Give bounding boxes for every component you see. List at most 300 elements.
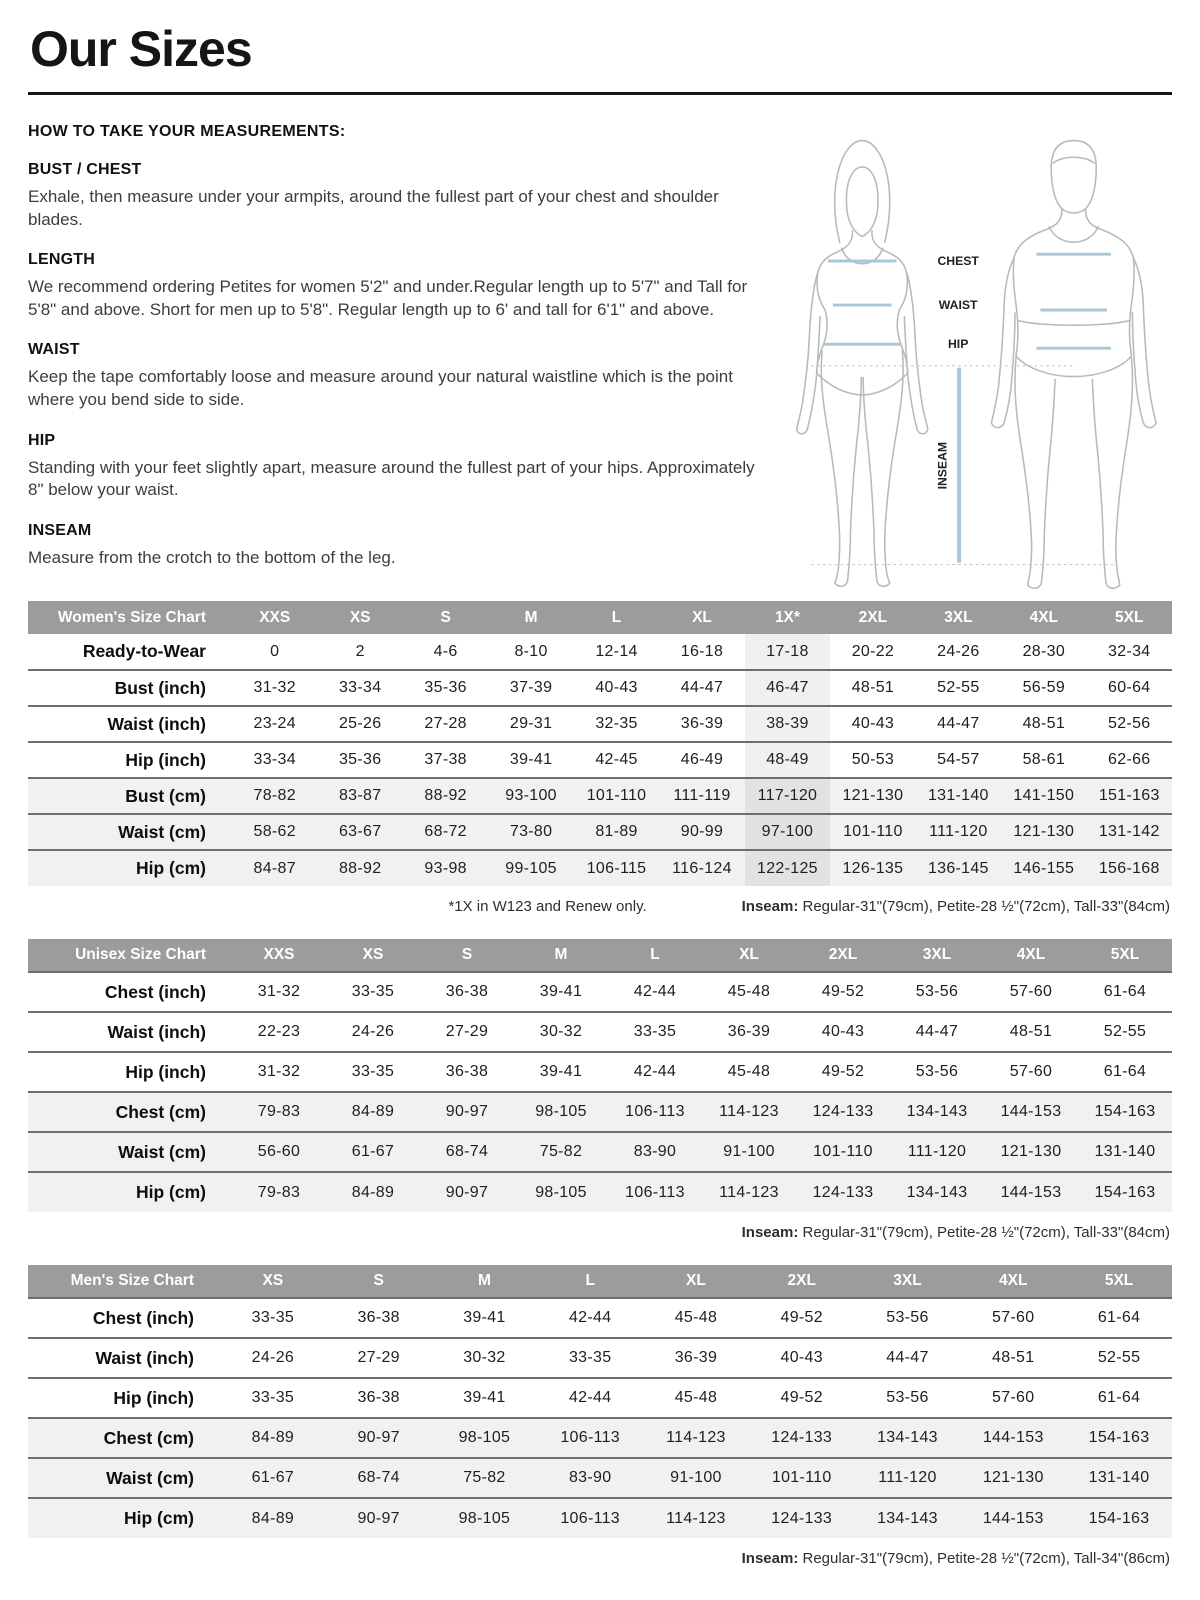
dotted-reference-lines xyxy=(811,366,1115,565)
body-measurement-figure xyxy=(768,121,1164,591)
instruction-hip xyxy=(28,432,768,502)
size-value-cell: 42-44 xyxy=(568,1309,612,1326)
table-row xyxy=(28,1418,1172,1458)
size-value-cell: 39-41 xyxy=(539,983,583,1000)
size-value-cell: 49-52 xyxy=(780,1309,823,1326)
size-column-header: 4XL xyxy=(1001,601,1086,634)
size-value-cell: 24-26 xyxy=(937,642,980,660)
size-value-cell: 36-39 xyxy=(727,1023,771,1040)
size-value-cell: 36-38 xyxy=(445,1063,489,1080)
size-value-cell: 42-44 xyxy=(568,1389,612,1406)
size-value-cell: 12-14 xyxy=(595,642,638,660)
instruction-body: Keep the tape comfortably loose and measure around your natural waistline which is the point where you bend side to side. xyxy=(28,367,733,410)
size-value-cell: 91-100 xyxy=(670,1469,722,1486)
size-value-cell: 45-48 xyxy=(674,1389,718,1406)
size-column-header: 5XL xyxy=(1087,601,1172,634)
unisex-size-chart-table xyxy=(28,939,1172,1212)
size-value-cell: 35-36 xyxy=(424,679,467,696)
size-value-cell: 121-130 xyxy=(1013,823,1075,840)
table-row xyxy=(28,1378,1172,1418)
size-value-cell: 58-61 xyxy=(1022,751,1066,768)
size-value-cell: 97-100 xyxy=(745,814,830,850)
instruction-body: We recommend ordering Petites for women 5'2" and under.Regular length up to 5'7" and Tall for 5'8" and above. Short for men up to 5'8". Regular length up to 6' and tall for 6'1" and above. xyxy=(28,277,748,319)
row-label: Waist (inch) xyxy=(107,1021,206,1042)
inseam-footnote-text: Regular-31"(79cm), Petite-28 ½"(72cm), Tall-33"(84cm) xyxy=(798,1224,1170,1241)
diagram-waist-label: WAIST xyxy=(938,298,978,312)
size-value-cell: 101-110 xyxy=(586,787,647,804)
size-value-cell: 79-83 xyxy=(257,1103,301,1120)
size-value-cell: 131-140 xyxy=(1088,1469,1150,1486)
table-row xyxy=(28,1498,1172,1538)
size-value-cell: 42-45 xyxy=(595,751,638,768)
size-column-header: 4XL xyxy=(960,1265,1066,1298)
size-value-cell: 116-124 xyxy=(672,859,732,877)
size-column-header: S xyxy=(326,1265,432,1298)
table-row xyxy=(28,706,1172,742)
size-value-cell: 124-133 xyxy=(771,1429,833,1446)
size-value-cell: 56-59 xyxy=(1022,679,1066,696)
row-label: Chest (inch) xyxy=(104,981,206,1002)
size-value-cell: 16-18 xyxy=(680,642,724,660)
size-value-cell: 88-92 xyxy=(338,859,382,877)
size-value-cell: 33-35 xyxy=(251,1389,295,1406)
size-value-cell: 111-120 xyxy=(907,1143,967,1160)
table-row xyxy=(28,1298,1172,1338)
size-value-cell: 37-38 xyxy=(424,751,467,768)
size-value-cell: 33-35 xyxy=(351,983,395,1000)
size-value-cell: 54-57 xyxy=(937,751,980,768)
size-value-cell: 39-41 xyxy=(509,751,553,768)
size-value-cell: 57-60 xyxy=(992,1389,1035,1406)
size-value-cell: 134-143 xyxy=(877,1509,938,1527)
table-header-row xyxy=(28,939,1172,972)
size-value-cell: 37-39 xyxy=(509,679,553,696)
size-value-cell: 73-80 xyxy=(509,823,553,840)
table-row xyxy=(28,1092,1172,1132)
size-value-cell: 111-120 xyxy=(929,823,988,840)
size-value-cell: 75-82 xyxy=(463,1469,506,1486)
size-value-cell: 83-90 xyxy=(568,1469,612,1486)
size-value-cell: 124-133 xyxy=(812,1103,874,1120)
row-label: Bust (inch) xyxy=(114,677,206,698)
size-value-cell: 101-110 xyxy=(771,1469,832,1486)
size-column-header: 5XL xyxy=(1066,1265,1172,1298)
size-value-cell: 90-97 xyxy=(357,1509,400,1527)
size-value-cell: 25-26 xyxy=(338,715,382,732)
size-value-cell: 31-32 xyxy=(257,983,301,1000)
size-value-cell: 48-49 xyxy=(745,742,830,778)
size-value-cell: 20-22 xyxy=(851,642,895,660)
instruction-body: Exhale, then measure under your armpits, around the fullest part of your chest and shoulder blades. xyxy=(28,187,719,229)
row-label: Ready-to-Wear xyxy=(82,641,206,661)
size-column-header: L xyxy=(537,1265,643,1298)
instruction-title: BUST / CHEST xyxy=(28,161,142,178)
size-column-header: L xyxy=(608,939,702,972)
size-value-cell: 36-39 xyxy=(674,1349,718,1366)
inseam-footnote-label: Inseam: xyxy=(741,898,799,915)
size-value-cell: 117-120 xyxy=(745,778,830,814)
size-value-cell: 83-90 xyxy=(633,1143,677,1160)
size-value-cell: 17-18 xyxy=(745,634,830,670)
table-row xyxy=(28,1338,1172,1378)
size-column-header: M xyxy=(488,601,573,634)
size-value-cell: 33-34 xyxy=(338,679,382,696)
size-column-header: XL xyxy=(659,601,744,634)
size-value-cell: 134-143 xyxy=(906,1103,968,1120)
size-value-cell: 141-150 xyxy=(1013,787,1075,804)
size-value-cell: 84-89 xyxy=(351,1183,395,1201)
instruction-bust-chest xyxy=(28,161,768,231)
size-value-cell: 146-155 xyxy=(1013,859,1075,877)
size-value-cell: 98-105 xyxy=(458,1509,511,1527)
size-column-header: XS xyxy=(317,601,402,634)
size-value-cell: 156-168 xyxy=(1098,859,1160,877)
size-value-cell: 27-28 xyxy=(424,715,467,732)
size-value-cell: 50-53 xyxy=(851,751,895,768)
size-value-cell: 90-97 xyxy=(445,1103,489,1120)
size-value-cell: 53-56 xyxy=(886,1309,929,1326)
size-value-cell: 61-64 xyxy=(1097,1389,1141,1406)
size-column-header: M xyxy=(514,939,608,972)
size-value-cell: 49-52 xyxy=(821,983,865,1000)
size-column-header: 2XL xyxy=(796,939,890,972)
size-column-header: 2XL xyxy=(749,1265,855,1298)
size-column-header: XS xyxy=(326,939,420,972)
size-value-cell: 90-99 xyxy=(680,823,724,840)
size-value-cell: 61-64 xyxy=(1103,1063,1147,1080)
table-header-row xyxy=(28,1265,1172,1298)
size-value-cell: 23-24 xyxy=(253,715,296,732)
size-column-header: S xyxy=(403,601,488,634)
instruction-title: HIP xyxy=(28,431,56,449)
size-value-cell: 84-87 xyxy=(253,859,296,877)
size-value-cell: 68-72 xyxy=(424,823,467,840)
size-value-cell: 39-41 xyxy=(539,1063,583,1080)
size-value-cell: 36-38 xyxy=(357,1389,400,1406)
row-label: Hip (cm) xyxy=(124,1508,194,1528)
size-value-cell: 31-32 xyxy=(253,679,296,696)
mens-chart-footnotes xyxy=(28,1550,1170,1567)
size-value-cell: 33-35 xyxy=(568,1349,612,1366)
size-value-cell: 98-105 xyxy=(535,1103,587,1120)
size-value-cell: 75-82 xyxy=(539,1143,583,1160)
size-value-cell: 58-62 xyxy=(253,823,296,840)
size-value-cell: 57-60 xyxy=(992,1309,1035,1326)
womens-1x-footnote: *1X in W123 and Renew only. xyxy=(448,898,647,915)
size-value-cell: 2 xyxy=(355,642,365,660)
size-value-cell: 40-43 xyxy=(595,679,638,696)
mens-inseam-footnote xyxy=(742,1550,1170,1567)
size-value-cell: 4-6 xyxy=(433,642,458,660)
measurement-info-section xyxy=(28,121,1172,591)
diagram-chest-label: CHEST xyxy=(937,253,979,268)
size-value-cell: 42-44 xyxy=(633,983,677,1000)
size-value-cell: 45-48 xyxy=(727,1063,771,1080)
inseam-footnote-text: Regular-31"(79cm), Petite-28 ½"(72cm), Tall-33"(84cm) xyxy=(798,898,1170,915)
size-value-cell: 0 xyxy=(270,642,280,660)
size-value-cell: 114-123 xyxy=(719,1103,779,1120)
size-column-header: S xyxy=(420,939,514,972)
instruction-title: INSEAM xyxy=(28,521,92,539)
size-value-cell: 63-67 xyxy=(338,823,382,840)
instruction-title: WAIST xyxy=(28,341,80,359)
size-column-header: 3XL xyxy=(890,939,984,972)
size-value-cell: 81-89 xyxy=(595,823,638,840)
size-value-cell: 84-89 xyxy=(351,1103,395,1120)
size-value-cell: 27-29 xyxy=(357,1349,400,1366)
table-title: Women's Size Chart xyxy=(28,601,232,634)
row-label: Waist (cm) xyxy=(118,821,206,842)
size-value-cell: 39-41 xyxy=(463,1309,506,1326)
size-value-cell: 44-47 xyxy=(886,1349,929,1366)
size-value-cell: 33-35 xyxy=(351,1063,395,1080)
size-value-cell: 53-56 xyxy=(886,1389,929,1406)
size-value-cell: 111-120 xyxy=(878,1469,937,1486)
size-column-header: XL xyxy=(643,1265,749,1298)
size-value-cell: 24-26 xyxy=(251,1349,295,1366)
size-value-cell: 46-47 xyxy=(745,670,830,706)
size-value-cell: 68-74 xyxy=(445,1143,489,1160)
table-row xyxy=(28,1172,1172,1212)
size-value-cell: 44-47 xyxy=(680,679,724,696)
size-value-cell: 40-43 xyxy=(780,1349,823,1366)
size-value-cell: 48-51 xyxy=(1009,1023,1053,1040)
table-row xyxy=(28,972,1172,1012)
size-value-cell: 36-39 xyxy=(680,715,724,732)
size-column-header: 3XL xyxy=(855,1265,961,1298)
size-value-cell: 33-35 xyxy=(633,1023,677,1040)
size-column-header: XL xyxy=(702,939,796,972)
row-label: Chest (cm) xyxy=(115,1101,206,1122)
size-value-cell: 144-153 xyxy=(982,1509,1044,1527)
size-value-cell: 154-163 xyxy=(1088,1429,1150,1446)
size-column-header: L xyxy=(574,601,659,634)
size-value-cell: 24-26 xyxy=(351,1023,395,1040)
page-title: Our Sizes xyxy=(30,21,252,77)
size-value-cell: 93-100 xyxy=(505,787,557,804)
inseam-footnote-label: Inseam: xyxy=(741,1550,799,1567)
instruction-body: Standing with your feet slightly apart, measure around the fullest part of your hips. Approximately 8" below your waist. xyxy=(28,457,755,500)
title-divider xyxy=(28,92,1172,95)
size-value-cell: 136-145 xyxy=(927,859,989,877)
size-value-cell: 122-125 xyxy=(745,850,830,886)
size-value-cell: 68-74 xyxy=(357,1469,400,1486)
figure-outlines xyxy=(797,141,1156,589)
unisex-chart-footnotes xyxy=(28,1224,1170,1241)
size-value-cell: 60-64 xyxy=(1108,679,1151,696)
size-value-cell: 114-123 xyxy=(666,1429,726,1446)
row-label: Hip (inch) xyxy=(125,1061,206,1082)
row-label: Waist (inch) xyxy=(107,713,206,734)
size-value-cell: 42-44 xyxy=(633,1063,677,1080)
size-value-cell: 45-48 xyxy=(674,1309,718,1326)
size-value-cell: 144-153 xyxy=(982,1429,1044,1446)
size-value-cell: 131-140 xyxy=(1094,1143,1156,1160)
size-value-cell: 114-123 xyxy=(666,1509,726,1527)
size-value-cell: 40-43 xyxy=(851,715,895,732)
size-value-cell: 93-98 xyxy=(424,859,467,877)
size-column-header: XXS xyxy=(232,939,326,972)
size-value-cell: 57-60 xyxy=(1009,983,1053,1000)
size-value-cell: 98-105 xyxy=(458,1429,511,1446)
row-label: Bust (cm) xyxy=(125,785,206,806)
womens-inseam-footnote xyxy=(742,898,1170,915)
size-column-header: 4XL xyxy=(984,939,1078,972)
size-column-header: XS xyxy=(220,1265,326,1298)
size-value-cell: 44-47 xyxy=(915,1023,959,1040)
instruction-body: Measure from the crotch to the bottom of the leg. xyxy=(28,547,396,567)
instruction-inseam xyxy=(28,522,768,570)
size-value-cell: 61-64 xyxy=(1103,983,1147,1000)
size-value-cell: 134-143 xyxy=(906,1183,968,1201)
mens-size-chart-table xyxy=(28,1265,1172,1538)
size-value-cell: 106-115 xyxy=(586,859,647,877)
size-value-cell: 33-34 xyxy=(253,751,296,768)
size-value-cell: 52-55 xyxy=(1103,1023,1147,1040)
table-row xyxy=(28,814,1172,850)
size-value-cell: 33-35 xyxy=(251,1309,295,1326)
size-value-cell: 56-60 xyxy=(257,1143,301,1160)
row-label: Hip (cm) xyxy=(136,858,206,878)
size-value-cell: 8-10 xyxy=(514,642,548,660)
size-value-cell: 57-60 xyxy=(1009,1063,1053,1080)
size-value-cell: 35-36 xyxy=(338,751,382,768)
size-column-header: M xyxy=(432,1265,538,1298)
size-value-cell: 30-32 xyxy=(539,1023,583,1040)
womens-size-chart-table xyxy=(28,601,1172,886)
size-value-cell: 38-39 xyxy=(745,706,830,742)
size-value-cell: 111-119 xyxy=(673,787,731,804)
size-value-cell: 131-142 xyxy=(1098,823,1160,840)
row-label: Hip (inch) xyxy=(125,749,206,770)
row-label: Waist (cm) xyxy=(106,1467,194,1488)
size-value-cell: 49-52 xyxy=(821,1063,865,1080)
size-value-cell: 31-32 xyxy=(257,1063,301,1080)
size-value-cell: 36-38 xyxy=(357,1309,400,1326)
size-value-cell: 32-35 xyxy=(595,715,638,732)
size-value-cell: 88-92 xyxy=(424,787,467,804)
instruction-waist xyxy=(28,341,768,411)
size-value-cell: 131-140 xyxy=(927,787,989,804)
size-value-cell: 144-153 xyxy=(1000,1183,1062,1201)
size-column-header: 5XL xyxy=(1078,939,1172,972)
size-value-cell: 121-130 xyxy=(1000,1143,1062,1160)
size-value-cell: 124-133 xyxy=(771,1509,833,1527)
size-value-cell: 52-55 xyxy=(1097,1349,1141,1366)
table-row xyxy=(28,742,1172,778)
size-value-cell: 90-97 xyxy=(357,1429,400,1446)
table-row xyxy=(28,1132,1172,1172)
size-value-cell: 106-113 xyxy=(625,1103,685,1120)
measurement-diagram xyxy=(768,121,1172,591)
size-value-cell: 30-32 xyxy=(463,1349,506,1366)
size-value-cell: 121-130 xyxy=(842,787,904,804)
size-value-cell: 28-30 xyxy=(1022,642,1066,660)
size-value-cell: 83-87 xyxy=(338,787,382,804)
size-value-cell: 106-113 xyxy=(625,1183,685,1201)
diagram-inseam-label: INSEAM xyxy=(935,441,950,490)
instruction-title: LENGTH xyxy=(28,251,95,269)
size-value-cell: 144-153 xyxy=(1000,1103,1062,1120)
size-value-cell: 62-66 xyxy=(1108,751,1151,768)
row-label: Hip (cm) xyxy=(136,1182,206,1202)
size-value-cell: 52-56 xyxy=(1108,715,1151,732)
size-value-cell: 121-130 xyxy=(982,1469,1044,1486)
size-value-cell: 61-67 xyxy=(351,1143,395,1160)
table-row xyxy=(28,850,1172,886)
inseam-footnote-text: Regular-31"(79cm), Petite-28 ½"(72cm), Tall-34"(86cm) xyxy=(798,1550,1170,1567)
size-value-cell: 53-56 xyxy=(915,983,959,1000)
size-column-header: 2XL xyxy=(830,601,915,634)
size-value-cell: 61-67 xyxy=(251,1469,295,1486)
table-row xyxy=(28,634,1172,670)
size-value-cell: 46-49 xyxy=(680,751,724,768)
size-value-cell: 44-47 xyxy=(937,715,980,732)
womens-chart-footnotes xyxy=(28,898,1170,915)
size-value-cell: 48-51 xyxy=(851,679,895,696)
size-value-cell: 27-29 xyxy=(445,1023,489,1040)
row-label: Hip (inch) xyxy=(113,1387,194,1408)
table-row xyxy=(28,1012,1172,1052)
size-column-header: XXS xyxy=(232,601,317,634)
size-value-cell: 90-97 xyxy=(445,1183,489,1201)
table-title: Unisex Size Chart xyxy=(28,939,232,972)
size-value-cell: 154-163 xyxy=(1088,1509,1150,1527)
size-value-cell: 29-31 xyxy=(509,715,553,732)
instructions-heading: HOW TO TAKE YOUR MEASUREMENTS: xyxy=(28,123,346,140)
unisex-inseam-footnote xyxy=(742,1224,1170,1241)
size-value-cell: 49-52 xyxy=(780,1389,823,1406)
size-value-cell: 124-133 xyxy=(812,1183,874,1201)
row-label: Waist (cm) xyxy=(118,1141,206,1162)
size-value-cell: 22-23 xyxy=(257,1023,301,1040)
size-value-cell: 101-110 xyxy=(813,1143,873,1160)
size-value-cell: 40-43 xyxy=(821,1023,865,1040)
row-label: Chest (cm) xyxy=(103,1427,194,1448)
size-value-cell: 91-100 xyxy=(723,1143,775,1160)
size-value-cell: 154-163 xyxy=(1094,1183,1156,1201)
size-value-cell: 84-89 xyxy=(251,1509,295,1527)
size-value-cell: 101-110 xyxy=(843,823,903,840)
size-value-cell: 39-41 xyxy=(463,1389,506,1406)
size-value-cell: 151-163 xyxy=(1098,787,1160,804)
inseam-footnote-label: Inseam: xyxy=(741,1224,799,1241)
size-value-cell: 98-105 xyxy=(535,1183,587,1201)
size-value-cell: 32-34 xyxy=(1108,642,1151,660)
size-value-cell: 126-135 xyxy=(842,859,904,877)
size-value-cell: 45-48 xyxy=(727,983,771,1000)
size-value-cell: 52-55 xyxy=(937,679,980,696)
diagram-hip-label: HIP xyxy=(947,337,969,352)
size-value-cell: 36-38 xyxy=(445,983,489,1000)
size-value-cell: 53-56 xyxy=(915,1063,959,1080)
size-value-cell: 84-89 xyxy=(251,1429,295,1446)
size-value-cell: 99-105 xyxy=(505,859,557,877)
measurement-instructions xyxy=(28,121,768,591)
size-value-cell: 79-83 xyxy=(257,1183,301,1201)
size-value-cell: 154-163 xyxy=(1094,1103,1156,1120)
size-value-cell: 134-143 xyxy=(877,1429,938,1446)
size-value-cell: 61-64 xyxy=(1097,1309,1141,1326)
row-label: Chest (inch) xyxy=(92,1307,194,1328)
table-row xyxy=(28,778,1172,814)
size-value-cell: 114-123 xyxy=(719,1183,779,1201)
size-column-header: 3XL xyxy=(916,601,1001,634)
instruction-length xyxy=(28,251,768,321)
row-label: Waist (inch) xyxy=(95,1347,194,1368)
size-value-cell: 106-113 xyxy=(560,1509,620,1527)
size-value-cell: 48-51 xyxy=(992,1349,1035,1366)
